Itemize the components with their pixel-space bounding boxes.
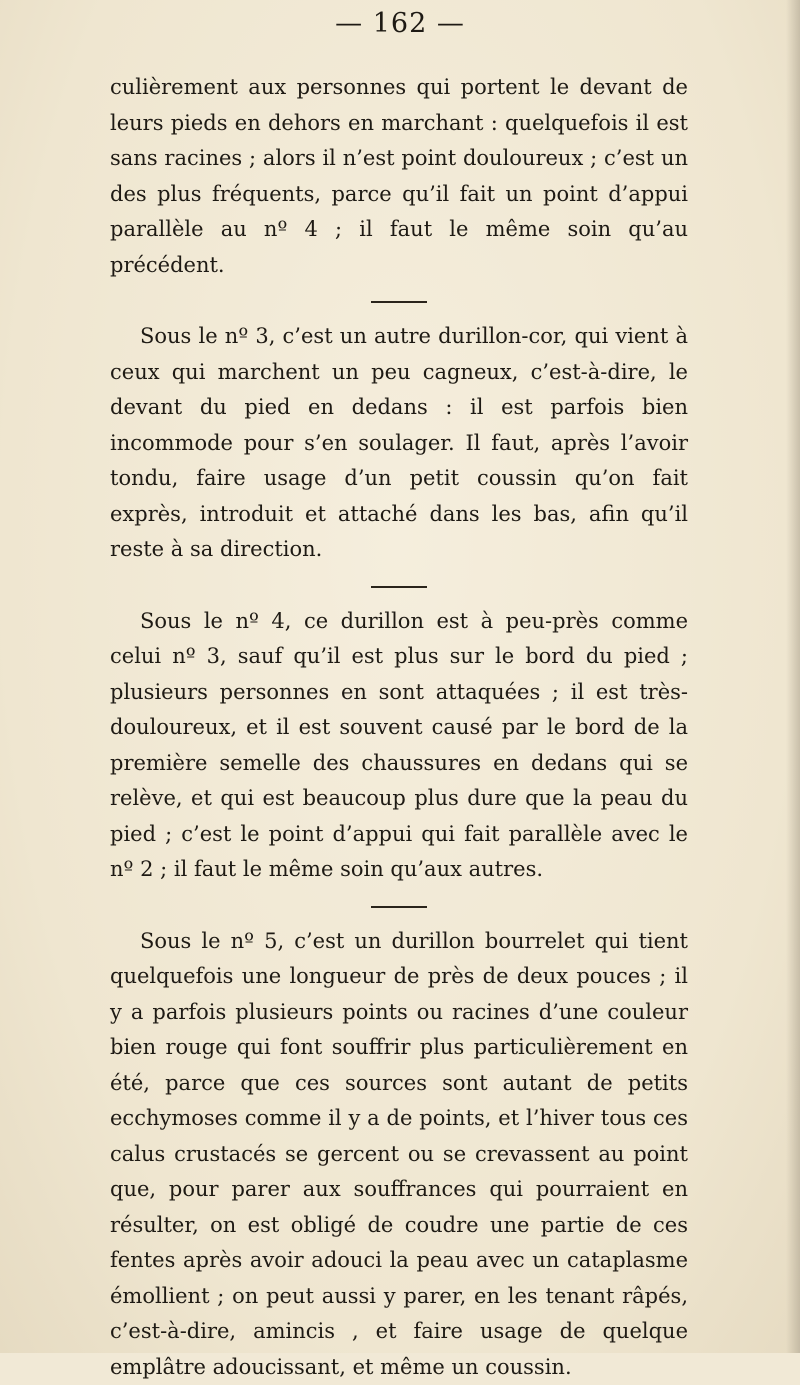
paragraph-no-5: Sous le nº 5, c’est un durillon bourrelet qui tient quelquefois une longueur de près de deux pouces ; il y a parfois plusieurs points ou racines d’une couleur bien rouge qui font souffrir plus particulièrement en été, parce que ces sources sont autant de petits ecchymoses comme il y a de points, et l’hiver tous ces calus crustacés se gercent ou se crevassent au point que, pour parer aux souffrances qui pourraient en résulter, on est obligé de coudre une partie de ces fentes après avoir adouci la peau avec un cataplasme émollient ; on peut aussi y parer, en les tenant râpés, c’est-à-dire, amincis , et faire usage de quelque emplâtre adoucissant, et même un coussin. — [110, 924, 688, 1385]
page-body — [110, 70, 688, 1385]
section-divider — [371, 586, 427, 588]
paragraph-no-4: Sous le nº 4, ce durillon est à peu-près comme celui nº 3, sauf qu’il est plus sur le bord du pied ; plusieurs personnes en sont attaquées ; il est très-douloureux, et il est souvent causé par le bord de la première semelle des chaussures en dedans qui se relève, et qui est beaucoup plus dure que la peau du pied ; c’est le point d’appui qui fait parallèle avec le nº 2 ; il faut le même soin qu’aux autres. — [110, 604, 688, 888]
page-edge-shadow — [786, 0, 800, 1353]
paragraph-no-3: Sous le nº 3, c’est un autre durillon-cor, qui vient à ceux qui marchent un peu cagneux, c’est-à-dire, le devant du pied en dedans : il est parfois bien incommode pour s’en soulager. Il faut, après l’avoir tondu, faire usage d’un petit coussin qu’on fait exprès, introduit et attaché dans les bas, afin qu’il reste à sa direction. — [110, 319, 688, 568]
page-number: — 162 — — [0, 8, 800, 39]
paragraph-continuation: culièrement aux personnes qui portent le devant de leurs pieds en dehors en marchant : quelquefois il est sans racines ; alors il n’est point douloureux ; c’est un des plus fréquents, parce qu’il fait un point d’appui parallèle au nº 4 ; il faut le même soin qu’au précédent. — [110, 70, 688, 283]
section-divider — [371, 301, 427, 303]
section-divider — [371, 906, 427, 908]
